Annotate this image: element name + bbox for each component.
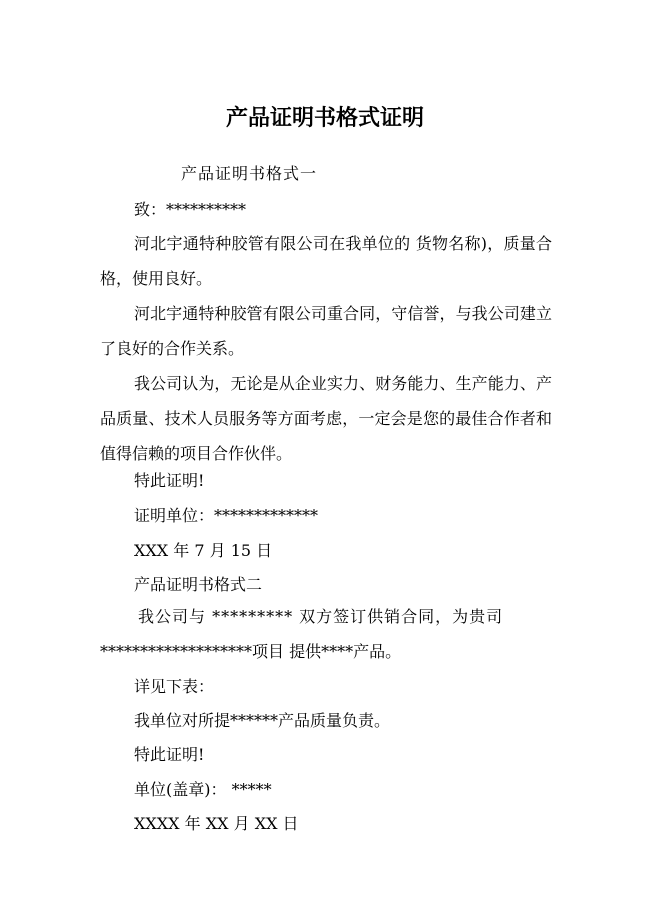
format2-closing: 特此证明! xyxy=(134,745,205,764)
format1-paragraph-2: 河北宇通特种胶管有限公司重合同，守信誉，与我公司建立了良好的合作关系。 xyxy=(100,304,552,358)
format2-unit-seal: 单位(盖章)： ***** xyxy=(134,780,272,799)
format2-responsibility: 我单位对所提******产品质量负责。 xyxy=(134,711,391,730)
format1-issuing-unit: 证明单位：************* xyxy=(134,506,319,525)
format1-paragraph-1: 河北宇通特种胶管有限公司在我单位的 货物名称)，质量合格，使用良好。 xyxy=(100,234,552,288)
format2-contract-line: 我公司与 ********* 双方签订供销合同，为贵司 xyxy=(138,607,504,626)
format1-paragraph-3: 我公司认为，无论是从企业实力、财务能力、生产能力、产品质量、技术人员服务等方面考虑，一定会是您的最佳合作者和值得信赖的项目合作伙伴。 xyxy=(100,374,552,463)
format1-date: XXX 年 7 月 15 日 xyxy=(134,541,273,560)
format1-closing: 特此证明! xyxy=(134,471,205,490)
format2-heading: 产品证明书格式二 xyxy=(134,575,263,594)
format1-heading: 产品证明书格式一 xyxy=(181,164,318,183)
format1-recipient: 致：********** xyxy=(134,200,247,219)
format2-see-table: 详见下表： xyxy=(134,677,215,696)
format2-product-line: *******************项目 提供****产品。 xyxy=(100,642,402,661)
format2-date: XXXX 年 XX 月 XX 日 xyxy=(134,814,299,833)
document-title: 产品证明书格式证明 xyxy=(225,106,424,131)
